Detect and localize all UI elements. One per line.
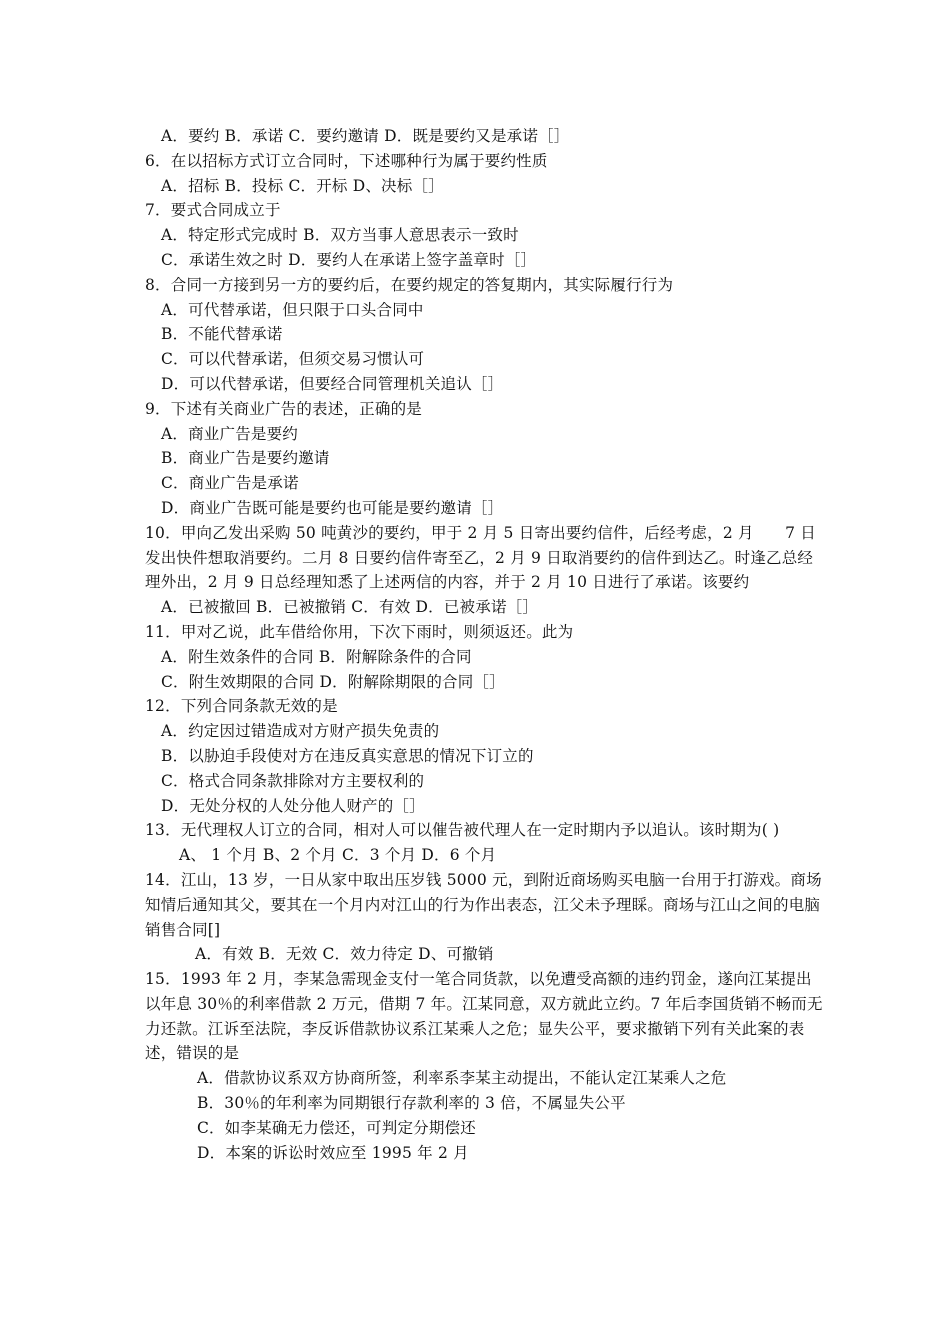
q9-option-c: C．商业广告是承诺	[161, 474, 299, 493]
q9-question: 9．下述有关商业广告的表述，正确的是	[145, 399, 422, 418]
q14-question: 14．江山，13 岁，一日从家中取出压岁钱 5000 元，到附近商场购买电脑一台用于打游戏。商场知情后通知其父，要其在一个月内对江山的行为作出表态，江父未予理睬。商场与江山之间的电脑销售合同[]	[145, 870, 822, 939]
q15-option-c: C．如李某确无力偿还，可判定分期偿还	[197, 1118, 476, 1137]
q7-options-cd: C．承诺生效之时 D．要约人在承诺上签字盖章时［］	[161, 250, 537, 269]
q9-option-d: D．商业广告既可能是要约也可能是要约邀请［］	[161, 498, 504, 517]
q12-option-d: D．无处分权的人处分他人财产的［］	[161, 796, 425, 815]
q10-question: 10．甲向乙发出采购 50 吨黄沙的要约，甲于 2 月 5 日寄出要约信件，后经考虑，2 月 7 日发出快件想取消要约。二月 8 日要约信件寄至乙，2 月 9 日取消要约的信件到达乙。时逢乙总经理外出，2 月 9 日总经理知悉了上述两信的内容，并于 2 月 10 日进行了承诺。该要约	[145, 523, 817, 592]
q14-options: A．有效 B．无效 C．效力待定 D、可撤销	[195, 945, 494, 964]
q5-options: A．要约 B．承诺 C．要约邀请 D．既是要约又是承诺［］	[161, 127, 570, 145]
q13-question: 13．无代理权人订立的合同，相对人可以催告被代理人在一定时期内予以追认。该时期为( )	[145, 821, 780, 840]
q7-options-ab: A．特定形式完成时 B．双方当事人意思表示一致时	[161, 226, 519, 245]
q15-question: 15．1993 年 2 月，李某急需现金支付一笔合同货款，以免遭受高额的违约罚金，遂向江某提出以年息 30％的利率借款 2 万元，借期 7 年。江某同意，双方就此立约。7 年后李国货销不畅而无力还款。江诉至法院，李反诉借款协议系江某乘人之危；显失公平，要求撤销下列有关此案的表述，错误的是	[145, 970, 823, 1063]
q13-options: A、 1 个月 B、2 个月 C．3 个月 D．6 个月	[179, 846, 497, 865]
q8-question: 8．合同一方接到另一方的要约后，在要约规定的答复期内，其实际履行行为	[145, 275, 674, 294]
q6-options: A．招标 B．投标 C．开标 D、决标［］	[161, 176, 444, 195]
q12-question: 12．下列合同条款无效的是	[145, 697, 338, 716]
q12-option-a: A．约定因过错造成对方财产损失免责的	[161, 722, 440, 741]
q10-options: A．已被撤回 B．已被撤销 C．有效 D．已被承诺［］	[161, 598, 539, 617]
q8-option-b: B．不能代替承诺	[161, 325, 283, 344]
q9-option-b: B．商业广告是要约邀请	[161, 449, 330, 468]
q6-question: 6．在以招标方式订立合同时，下述哪种行为属于要约性质	[145, 151, 548, 170]
q11-options-ab: A．附生效条件的合同 B．附解除条件的合同	[161, 647, 472, 666]
q15-option-d: D．本案的诉讼时效应至 1995 年 2 月	[197, 1143, 469, 1162]
q12-option-c: C．格式合同条款排除对方主要权利的	[161, 771, 425, 790]
q8-option-c: C．可以代替承诺，但须交易习惯认可	[161, 350, 425, 369]
q12-option-b: B．以胁迫手段使对方在违反真实意思的情况下订立的	[161, 746, 534, 765]
q8-option-a: A．可代替承诺，但只限于口头合同中	[161, 300, 424, 319]
q15-option-a: A．借款协议系双方协商所签，利率系李某主动提出，不能认定江某乘人之危	[197, 1069, 727, 1088]
q7-question: 7．要式合同成立于	[145, 201, 281, 220]
q11-question: 11．甲对乙说，此车借给你用，下次下雨时，则须返还。此为	[145, 622, 574, 641]
document-body	[145, 124, 825, 1165]
q15-option-b: B．30％的年利率为同期银行存款利率的 3 倍，不属显失公平	[197, 1094, 626, 1113]
q9-option-a: A．商业广告是要约	[161, 424, 298, 443]
q8-option-d: D．可以代替承诺，但要经合同管理机关追认［］	[161, 374, 504, 393]
q11-options-cd: C．附生效期限的合同 D．附解除期限的合同［］	[161, 672, 505, 691]
